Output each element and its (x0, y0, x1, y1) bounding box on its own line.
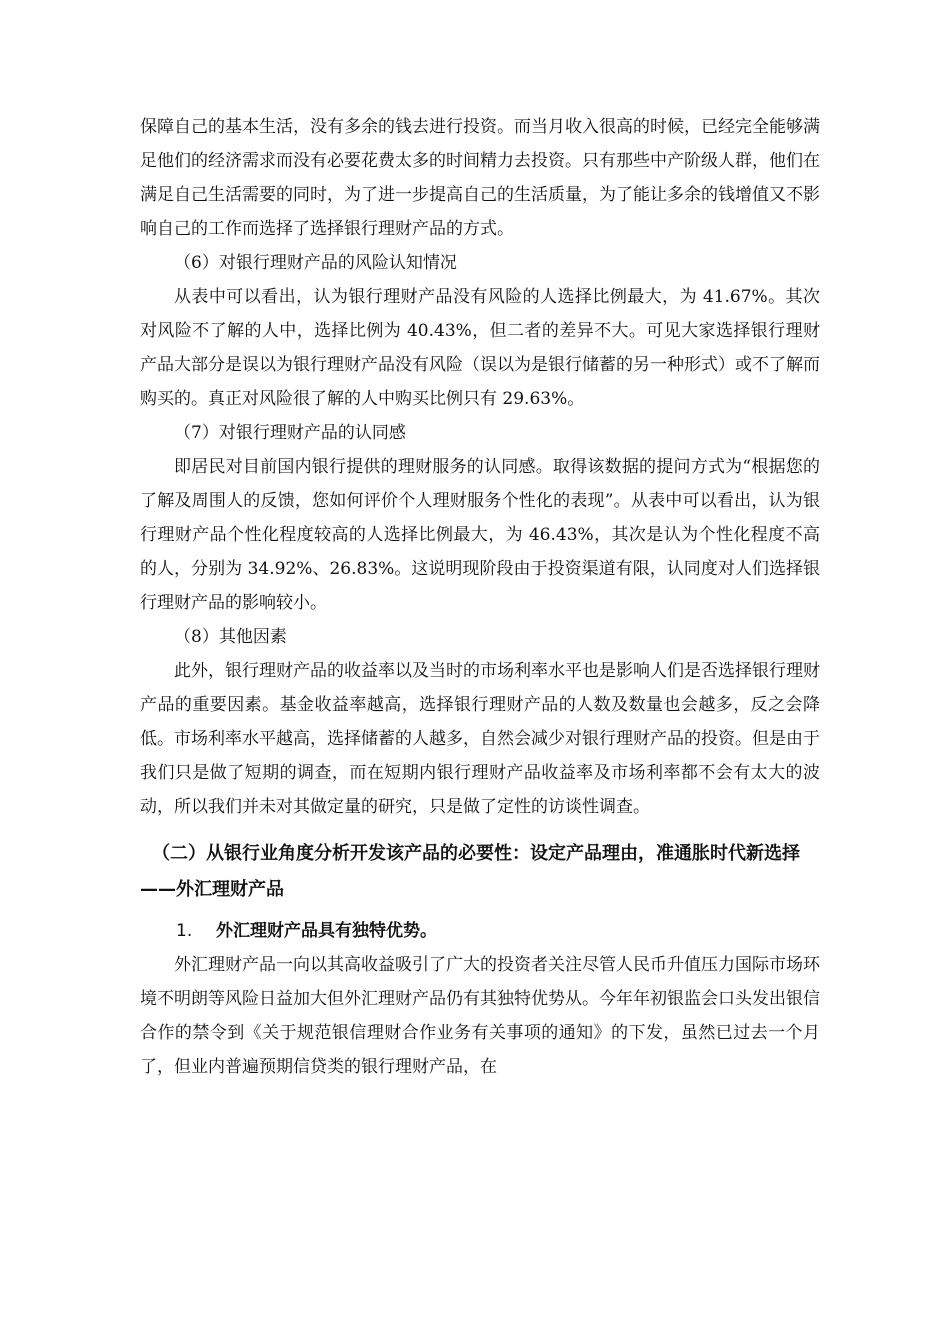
subheading-title: 外汇理财产品具有独特优势。 (216, 921, 437, 941)
section-heading-bank-perspective: （二）从银行业角度分析开发该产品的必要性：设定产品理由，准通胀时代新选择——外汇理财产品 (140, 843, 800, 900)
heading-risk-awareness: （6）对银行理财产品的风险认知情况 (174, 253, 457, 273)
heading-recognition: （7）对银行理财产品的认同感 (174, 423, 406, 443)
subheading-fx-advantage (140, 914, 820, 948)
heading-other-factors: （8）其他因素 (174, 627, 287, 647)
paragraph-recognition: 即居民对目前国内银行提供的理财服务的认同感。取得该数据的提问方式为“根据您的了解及周围人的反馈，您如何评价个人理财服务个性化的表现”。从表中可以看出，认为银行理财产品个性化程度较高的人选择比例最大，为 46.43%，其次是认为个性化程度不高的人，分别为 34.92%、26.83%。这说明现阶段由于投资渠道有限，认同度对人们选择银行理财产品的影响较小。 (140, 457, 820, 613)
paragraph-risk-awareness: 从表中可以看出，认为银行理财产品没有风险的人选择比例最大，为 41.67%。其次对风险不了解的人中，选择比例为 40.43%，但二者的差异不大。可见大家选择银行理财产品大部分是误以为银行理财产品没有风险（误以为是银行储蓄的另一种形式）或不了解而购买的。真正对风险很了解的人中购买比例只有 29.63%。 (140, 287, 820, 409)
subheading-number: 1. (176, 921, 193, 941)
document-page (140, 110, 820, 1084)
paragraph-fx-advantage: 外汇理财产品一向以其高收益吸引了广大的投资者关注尽管人民币升值压力国际市场环境不明朗等风险日益加大但外汇理财产品仍有其独特优势从。今年年初银监会口头发出银信合作的禁令到《关于规范银信理财合作业务有关事项的通知》的下发，虽然已过去一个月了，但业内普遍预期信贷类的银行理财产品，在 (140, 955, 820, 1077)
paragraph-other-factors: 此外，银行理财产品的收益率以及当时的市场利率水平也是影响人们是否选择银行理财产品的重要因素。基金收益率越高，选择银行理财产品的人数及数量也会越多，反之会降低。市场利率水平越高，选择储蓄的人越多，自然会减少对银行理财产品的投资。但是由于我们只是做了短期的调查，而在短期内银行理财产品收益率及市场利率都不会有太大的波动，所以我们并未对其做定量的研究，只是做了定性的访谈性调查。 (140, 661, 820, 817)
paragraph-income-investment: 保障自己的基本生活，没有多余的钱去进行投资。而当月收入很高的时候，已经完全能够满足他们的经济需求而没有必要花费太多的时间精力去投资。只有那些中产阶级人群，他们在满足自己生活需要的同时，为了进一步提高自己的生活质量，为了能让多余的钱增值又不影响自己的工作而选择了选择银行理财产品的方式。 (140, 117, 820, 239)
